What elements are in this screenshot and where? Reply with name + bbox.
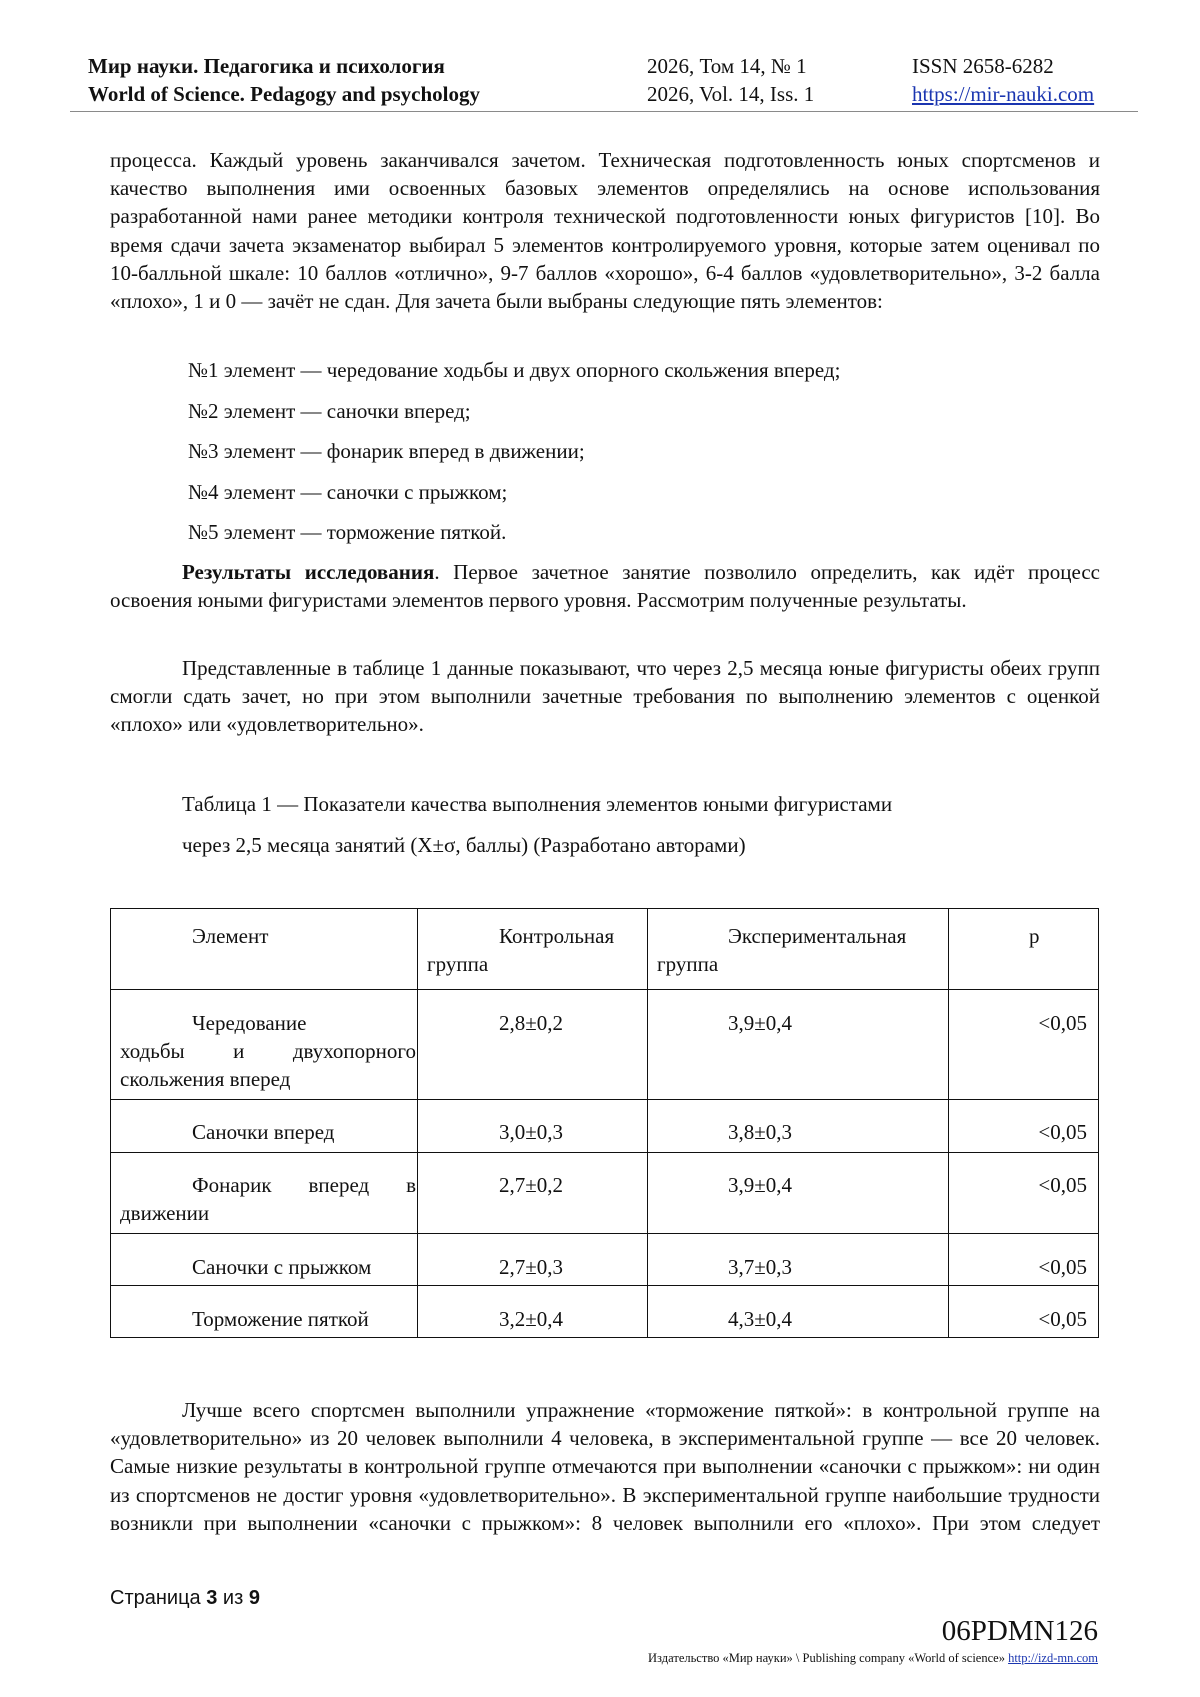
list-item: №3 элемент — фонарик вперед в движении; (188, 439, 585, 463)
list-item: №5 элемент — торможение пяткой. (188, 520, 507, 544)
table-cell-experimental: 3,9±0,4 (728, 1011, 793, 1035)
table-border (647, 908, 648, 1338)
table-border (110, 989, 1099, 990)
paragraph-table-intro (110, 654, 1100, 739)
table-cell-experimental: 3,9±0,4 (728, 1173, 793, 1197)
table-caption-line1: Таблица 1 — Показатели качества выполнения элементов юными фигуристами (182, 792, 893, 816)
table-cell-element: движении (120, 1201, 210, 1225)
journal-ids (912, 52, 1094, 108)
table-cell-experimental: 4,3±0,4 (728, 1307, 793, 1331)
table-cell-control: 2,7±0,2 (499, 1173, 564, 1197)
article-code: 06PDMN126 (941, 1615, 1098, 1647)
col-header-experimental: Экспериментальная (728, 924, 907, 948)
table-cell-experimental: 3,8±0,3 (728, 1120, 793, 1144)
col-header-element: Элемент (192, 924, 269, 948)
table-cell-element: ходьбы и двухопорного (120, 1039, 416, 1063)
table-cell-experimental: 3,7±0,3 (728, 1255, 793, 1279)
table-border (948, 908, 949, 1338)
table-cell-control: 3,0±0,3 (499, 1120, 564, 1144)
table-cell-element: Чередование (192, 1011, 307, 1035)
list-item: №2 элемент — саночки вперед; (188, 399, 471, 423)
table-caption-line2: через 2,5 месяца занятий (X±σ, баллы) (Разработано авторами) (182, 833, 746, 857)
publisher-link[interactable]: http://izd-mn.com (1008, 1651, 1098, 1665)
table-border (110, 1337, 1099, 1338)
table-border (1098, 908, 1099, 1338)
paragraph-analysis (110, 1396, 1100, 1537)
table-cell-element: Саночки вперед (192, 1120, 335, 1144)
table-border (110, 1285, 1099, 1286)
header-divider (70, 111, 1138, 112)
table-cell-p: <0,05 (1038, 1307, 1087, 1331)
col-header-p: p (1029, 924, 1040, 948)
results-heading: Результаты исследования (182, 560, 435, 584)
table-cell-p: <0,05 (1038, 1255, 1087, 1279)
table-cell-control: 2,8±0,2 (499, 1011, 564, 1035)
table-border (110, 1099, 1099, 1100)
paragraph-method: процесса. Каждый уровень заканчивался зачетом. Техническая подготовленность юных спортсменов и качество выполнения ими освоенных базовых элементов определялись на основе использования разработанной нами ранее методики контроля технической подготовленности юных фигуристов [10]. Во время сдачи зачета экзаменатор выбирал 5 элементов контролируемого уровня, которые затем оценивал по 10-балльной шкале: 10 баллов «отлично», 9-7 баллов «хорошо», 6-4 баллов «удовлетворительно», 3-2 балла «плохо», 1 и 0 — зачёт не сдан. Для зачета были выбраны следующие пять элементов: (110, 148, 1100, 314)
journal-title-en: World of Science. Pedagogy and psychology (88, 82, 481, 106)
table-cell-p: <0,05 (1038, 1011, 1087, 1035)
col-header-experimental-line2: группа (657, 952, 719, 976)
table-cell-control: 3,2±0,4 (499, 1307, 564, 1331)
table-cell-element: Саночки с прыжком (192, 1255, 372, 1279)
journal-site-link[interactable]: https://mir-nauki.com (912, 82, 1095, 106)
table-cell-p: <0,05 (1038, 1173, 1087, 1197)
issue-info (647, 52, 814, 108)
table-border (417, 908, 418, 1338)
table-cell-control: 2,7±0,3 (499, 1255, 564, 1279)
col-header-control: Контрольная (499, 924, 615, 948)
journal-title (88, 52, 480, 108)
table-cell-p: <0,05 (1038, 1120, 1087, 1144)
issue-ru: 2026, Том 14, № 1 (647, 54, 807, 78)
table-border (110, 1233, 1099, 1234)
table-cell-element: скольжения вперед (120, 1067, 291, 1091)
page-number: Страница 3 из 9 (110, 1587, 260, 1609)
issn: ISSN 2658-6282 (912, 54, 1054, 78)
col-header-control-line2: группа (427, 952, 489, 976)
table-border (110, 1152, 1099, 1153)
table-border (110, 908, 1099, 909)
list-item: №1 элемент — чередование ходьбы и двух опорного скольжения вперед; (188, 358, 841, 382)
publisher-text: Издательство «Мир науки» \ Publishing company «World of science» (648, 1651, 1005, 1665)
analysis-text: Лучше всего спортсмен выполнили упражнение «торможение пяткой»: в контрольной группе на «удовлетворительно» из 20 человек выполнили 4 человека, в экспериментальной группе — все 20 человек. Самые низкие результаты в контрольной группе отмечаются при выполнении «саночки с прыжком»: ни один из спортсменов не достиг уровня «удовлетворительно». В экспериментальной группе наибольшие трудности возникли при выполнении «саночки с прыжком»: 8 человек выполнили его «плохо». При этом следует (110, 1398, 1100, 1535)
table-intro-text: Представленные в таблице 1 данные показывают, что через 2,5 месяца юные фигуристы обеих групп смогли сдать зачет, но при этом выполнили зачетные требования по выполнению элементов с оценкой «плохо» или «удовлетворительно». (110, 656, 1100, 737)
table-border (110, 908, 111, 1338)
paragraph-results (110, 558, 1100, 614)
table-cell-element: Торможение пяткой (192, 1307, 369, 1331)
list-item: №4 элемент — саночки с прыжком; (188, 480, 508, 504)
results-text: . Первое зачетное занятие позволило определить, как идёт процесс освоения юными фигуристами элементов первого уровня. Рассмотрим полученные результаты. (110, 560, 1100, 613)
journal-title-ru: Мир науки. Педагогика и психология (88, 54, 445, 78)
results-table (110, 908, 1099, 1338)
publisher-line (648, 1651, 1098, 1666)
table-cell-element: Фонарик вперед в (192, 1173, 416, 1197)
page-header (0, 0, 1200, 120)
issue-en: 2026, Vol. 14, Iss. 1 (647, 82, 815, 106)
